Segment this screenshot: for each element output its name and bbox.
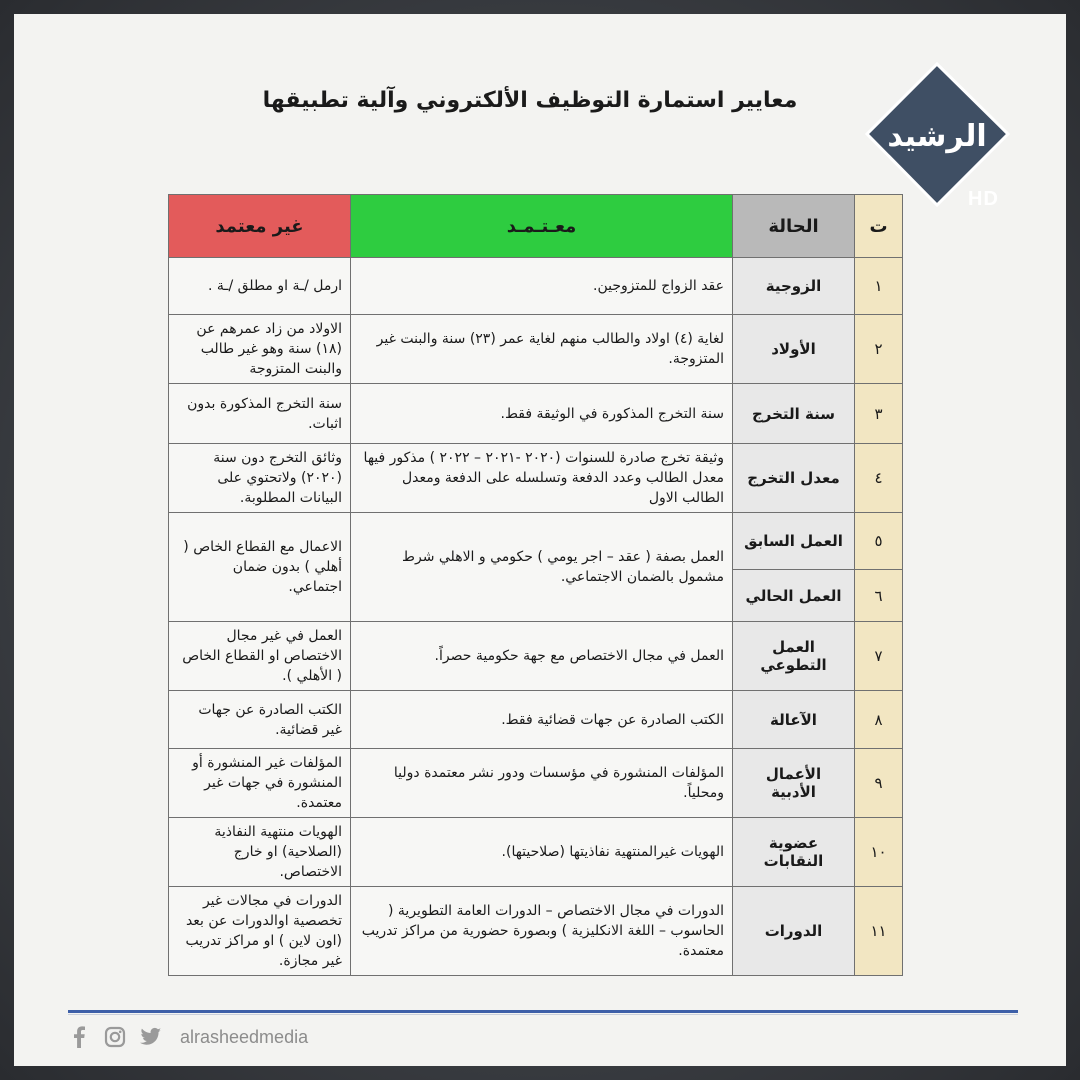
social-handle[interactable]: alrasheedmedia bbox=[180, 1026, 309, 1047]
twitter-icon[interactable] bbox=[140, 1026, 162, 1048]
row-number: ١ bbox=[855, 258, 903, 315]
row-case: العمل الحالي bbox=[733, 570, 855, 622]
header-number: ت bbox=[855, 195, 903, 258]
row-approved: الكتب الصادرة عن جهات قضائية فقط. bbox=[351, 691, 733, 749]
table-row bbox=[169, 887, 903, 976]
table-row bbox=[169, 513, 903, 570]
table-row bbox=[169, 818, 903, 887]
table-row bbox=[169, 315, 903, 384]
row-case: العمل التطوعي bbox=[733, 622, 855, 691]
row-case: الأعمال الأدبية bbox=[733, 749, 855, 818]
table-row bbox=[169, 622, 903, 691]
row-not-approved: ارمل /ـة او مطلق /ـة . bbox=[169, 258, 351, 315]
row-not-approved: الكتب الصادرة عن جهات غير قضائية. bbox=[169, 691, 351, 749]
row-approved: عقد الزواج للمتزوجين. bbox=[351, 258, 733, 315]
table-row bbox=[169, 444, 903, 513]
row-approved: العمل بصفة ( عقد – اجر يومي ) حكومي و الاهلي شرط مشمول بالضمان الاجتماعي. bbox=[351, 513, 733, 622]
row-case: الدورات bbox=[733, 887, 855, 976]
alrasheed-logo bbox=[865, 62, 1010, 207]
row-number: ٤ bbox=[855, 444, 903, 513]
table-row bbox=[169, 749, 903, 818]
row-number: ١٠ bbox=[855, 818, 903, 887]
table-header-row bbox=[169, 195, 903, 258]
header-approved: معـتـمـد bbox=[351, 195, 733, 258]
row-not-approved: سنة التخرج المذكورة بدون اثبات. bbox=[169, 384, 351, 444]
header-case: الحالة bbox=[733, 195, 855, 258]
table-row bbox=[169, 384, 903, 444]
row-case: معدل التخرج bbox=[733, 444, 855, 513]
row-number: ٦ bbox=[855, 570, 903, 622]
row-number: ٢ bbox=[855, 315, 903, 384]
row-not-approved: وثائق التخرج دون سنة (٢٠٢٠) ولاتحتوي على البيانات المطلوبة. bbox=[169, 444, 351, 513]
row-approved: وثيقة تخرج صادرة للسنوات (٢٠٢٠ -٢٠٢١ – ٢٠٢٢ ) مذكور فيها معدل الطالب وعدد الدفعة وتسلسله على الدفعة ومعدل الطالب الاول bbox=[351, 444, 733, 513]
row-number: ٥ bbox=[855, 513, 903, 570]
row-number: ٨ bbox=[855, 691, 903, 749]
row-approved: سنة التخرج المذكورة في الوثيقة فقط. bbox=[351, 384, 733, 444]
row-case: عضوية النقابات bbox=[733, 818, 855, 887]
row-case: العمل السابق bbox=[733, 513, 855, 570]
row-not-approved: الهويات منتهية النفاذية (الصلاحية) او خارج الاختصاص. bbox=[169, 818, 351, 887]
row-number: ٧ bbox=[855, 622, 903, 691]
row-number: ١١ bbox=[855, 887, 903, 976]
facebook-icon[interactable] bbox=[68, 1026, 90, 1048]
row-not-approved: الدورات في مجالات غير تخصصية اوالدورات عن بعد (اون لاين ) او مراكز تدريب غير مجازة. bbox=[169, 887, 351, 976]
row-not-approved: العمل في غير مجال الاختصاص او القطاع الخاص ( الأهلي ). bbox=[169, 622, 351, 691]
logo-text: الرشيد bbox=[887, 119, 987, 154]
table-row bbox=[169, 691, 903, 749]
row-not-approved: الاولاد من زاد عمرهم عن (١٨) سنة وهو غير طالب والبنت المتزوجة bbox=[169, 315, 351, 384]
row-case: الزوجية bbox=[733, 258, 855, 315]
footer-divider-thin bbox=[68, 1014, 1018, 1015]
row-not-approved: المؤلفات غير المنشورة أو المنشورة في جهات غير معتمدة. bbox=[169, 749, 351, 818]
row-not-approved: الاعمال مع القطاع الخاص ( أهلي ) بدون ضمان اجتماعي. bbox=[169, 513, 351, 622]
row-case: الآعالة bbox=[733, 691, 855, 749]
row-approved: العمل في مجال الاختصاص مع جهة حكومية حصراً. bbox=[351, 622, 733, 691]
row-number: ٣ bbox=[855, 384, 903, 444]
table-row bbox=[169, 258, 903, 315]
row-approved: الهويات غيرالمنتهية نفاذيتها (صلاحيتها). bbox=[351, 818, 733, 887]
social-bar bbox=[68, 1022, 308, 1052]
page-title: معايير استمارة التوظيف الألكتروني وآلية تطبيقها bbox=[262, 88, 798, 113]
criteria-table bbox=[168, 194, 903, 976]
footer-divider bbox=[68, 1010, 1018, 1013]
row-approved: لغاية (٤) اولاد والطالب منهم لغاية عمر (٢٣) سنة والبنت غير المتزوجة. bbox=[351, 315, 733, 384]
hd-badge: HD bbox=[968, 188, 999, 210]
row-approved: الدورات في مجال الاختصاص – الدورات العامة التطويرية ( الحاسوب – اللغة الانكليزية ) وبصورة حضورية من مراكز تدريب معتمدة. bbox=[351, 887, 733, 976]
header-not-approved: غير معتمد bbox=[169, 195, 351, 258]
instagram-icon[interactable] bbox=[104, 1026, 126, 1048]
row-number: ٩ bbox=[855, 749, 903, 818]
row-case: سنة التخرج bbox=[733, 384, 855, 444]
row-case: الأولاد bbox=[733, 315, 855, 384]
row-approved: المؤلفات المنشورة في مؤسسات ودور نشر معتمدة دوليا ومحلياً. bbox=[351, 749, 733, 818]
